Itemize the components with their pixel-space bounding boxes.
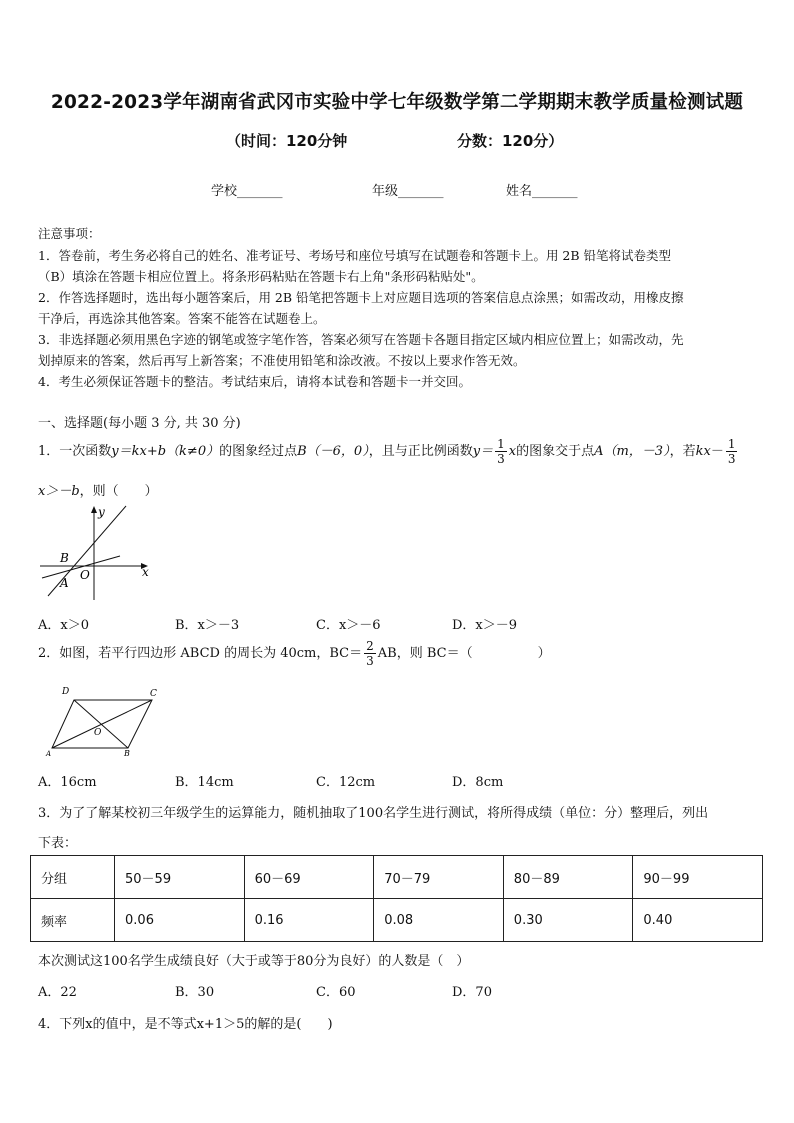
q3-option-a: A．22 — [38, 985, 77, 1000]
table-cell: 分组 — [31, 856, 115, 899]
q1-label-y: y — [98, 505, 105, 519]
q2-label-b: B — [124, 749, 130, 758]
table-row — [31, 899, 763, 942]
q1-x: x — [508, 444, 517, 459]
table-cell: 频率 — [31, 899, 115, 942]
q1-label-x: x — [142, 565, 149, 579]
table-cell: 50－59 — [115, 856, 245, 899]
exam-time: （时间：120分钟 — [226, 132, 348, 150]
q1-graph — [38, 502, 158, 602]
table-cell: 80－89 — [503, 856, 633, 899]
table-cell: 70－79 — [374, 856, 504, 899]
question-1-line2 — [38, 480, 158, 499]
notice-line: 1．答卷前，考生务必将自己的姓名、准考证号、考场号和座位号填写在试题卷和答题卡上。用 2B 铅笔将试卷类型 — [38, 248, 672, 263]
q1-minus: － — [710, 444, 724, 459]
q3-option-b: B．30 — [175, 985, 215, 1000]
table-cell: 0.30 — [503, 899, 633, 942]
q1-text: ，且与正比例函数 — [368, 444, 473, 459]
notice-heading: 注意事项： — [38, 226, 101, 241]
question-2 — [38, 640, 551, 667]
q2-option-a: A．16cm — [38, 775, 97, 790]
q2-parallelogram-figure — [44, 684, 164, 760]
q2-text: AB，则 BC＝（ ） — [377, 646, 551, 661]
question-1 — [38, 438, 739, 465]
q2-fraction: $\frac{2}{3}$ — [366, 639, 374, 668]
q1-tail: ，则（ ） — [79, 484, 158, 499]
notice-line: （B）填涂在答题卡相应位置上。将条形码粘贴在答题卡右上角"条形码粘贴处"。 — [38, 269, 484, 284]
q1-text: 的图象交于点 — [516, 444, 595, 459]
q2-diagonal-ac — [52, 700, 152, 748]
table-cell: 90－99 — [633, 856, 763, 899]
exam-score: 分数：120分） — [457, 132, 564, 150]
q1-text: 1．一次函数 — [38, 444, 112, 459]
school-field: 学校_______ — [211, 184, 283, 199]
q1-option-b: B．x＞－3 — [175, 618, 240, 633]
q1-fraction-2: $\frac{1}{3}$ — [727, 437, 736, 466]
table-cell: 60－69 — [244, 856, 374, 899]
q2-label-d: D — [62, 687, 70, 697]
q2-diagonal-bd — [74, 700, 128, 748]
question-4: 4．下列x的值中，是不等式x+1＞5的解的是( ) — [38, 1017, 333, 1032]
q1-label-b: B — [60, 551, 69, 565]
section-heading: 一、选择题(每小题 3 分, 共 30 分) — [38, 416, 241, 431]
q1-label-a: A — [60, 576, 69, 590]
q1-text: ，若 — [669, 444, 696, 459]
q2-label-o: O — [94, 728, 102, 738]
q3-option-d: D．70 — [452, 985, 492, 1000]
q1-point-a: A（m，－3） — [594, 444, 670, 459]
q2-option-b: B．14cm — [175, 775, 234, 790]
question-3-line2: 下表： — [38, 836, 78, 851]
notice-line: 3．非选择题必须用黑色字迹的钢笔或签字笔作答，答案必须写在答题卡各题目指定区域内相应位置上；如需改动，先 — [38, 332, 684, 347]
q2-label-c: C — [150, 689, 157, 699]
frequency-table — [30, 855, 763, 942]
table-cell: 0.08 — [374, 899, 504, 942]
notice-line: 2．作答选择题时，选出每小题答案后，用 2B 铅笔把答题卡上对应题目选项的答案信息点涂黑；如需改动，用橡皮擦 — [38, 290, 684, 305]
question-3-line1: 3．为了了解某校初三年级学生的运算能力，随机抽取了100名学生进行测试，将所得成绩（单位：分）整理后，列出 — [38, 806, 709, 821]
q1-inequality: x＞－b — [38, 484, 80, 499]
q2-option-c: C．12cm — [316, 775, 376, 790]
table-cell: 0.06 — [115, 899, 245, 942]
q1-label-o: O — [80, 568, 90, 582]
notice-line: 划掉原来的答案，然后再写上新答案；不准使用铅笔和涂改液。不按以上要求作答无效。 — [38, 353, 526, 368]
page-title: 2022-2023学年湖南省武冈市实验中学七年级数学第二学期期末教学质量检测试题 — [50, 92, 744, 113]
q2-label-a: A — [46, 750, 52, 758]
table-row — [31, 856, 763, 899]
q1-y-equals: y＝ — [472, 444, 494, 459]
q2-text: 2．如图，若平行四边形 ABCD 的周长为 40cm，BC＝ — [38, 646, 363, 661]
grade-field: 年级_______ — [372, 184, 444, 199]
q1-point-b: B（－6，0） — [297, 444, 369, 459]
q1-text: 的图象经过点 — [219, 444, 298, 459]
q3-option-c: C．60 — [316, 985, 356, 1000]
q2-option-d: D．8cm — [452, 775, 504, 790]
q1-kx: kx — [695, 444, 711, 459]
q1-option-d: D．x＞－9 — [452, 618, 518, 633]
notice-line: 4．考生必须保证答题卡的整洁。考试结束后，请将本试卷和答题卡一并交回。 — [38, 374, 471, 389]
notice-line: 干净后，再选涂其他答案。答案不能答在试题卷上。 — [38, 311, 326, 326]
question-3-prompt: 本次测试这100名学生成绩良好（大于或等于80分为良好）的人数是（ ） — [38, 954, 470, 969]
q1-fraction: $\frac{1}{3}$ — [497, 437, 505, 466]
q1-option-c: C．x＞－6 — [316, 618, 381, 633]
table-cell: 0.40 — [633, 899, 763, 942]
name-field: 姓名_______ — [506, 184, 578, 199]
q1-option-a: A．x＞0 — [38, 618, 89, 633]
table-cell: 0.16 — [244, 899, 374, 942]
q1-y-arrow — [91, 506, 97, 513]
q1-function: y＝kx+b（k≠0） — [111, 444, 220, 459]
